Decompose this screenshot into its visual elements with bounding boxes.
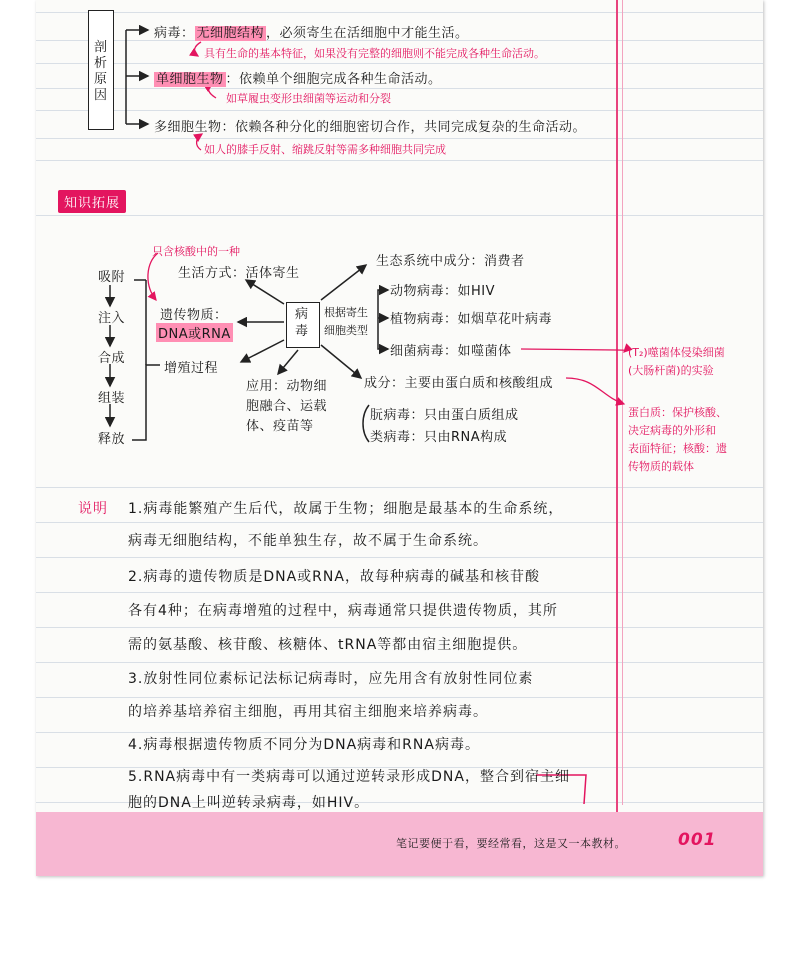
genetic-label: 遗传物质： — [160, 308, 228, 323]
explanation-line: 胞的DNA上叫逆转录病毒，如HIV。 — [128, 795, 370, 811]
side-note-2-line-4: 传物质的载体 — [628, 460, 694, 473]
branch-single-cell-note: 如草履虫变形虫细菌等运动和分裂 — [226, 92, 391, 105]
explanation-label: 说明 — [78, 501, 108, 517]
application-line-2: 胞融合、运载 — [246, 399, 328, 414]
step-adsorb: 吸附 — [98, 270, 126, 285]
ecosystem: 生态系统中成分：消费者 — [376, 254, 525, 269]
branch-multi-cell: 多细胞生物：依赖各种分化的细胞密切合作，共同完成复杂的生命活动。 — [154, 120, 587, 135]
explanation-line: 2.病毒的遗传物质是DNA或RNA，故每种病毒的碱基和核苷酸 — [128, 569, 540, 585]
notebook-page — [36, 0, 763, 876]
page-number: 001 — [678, 830, 717, 850]
explanation-line: 1.病毒能繁殖产生后代，故属于生物；细胞是最基本的生命系统， — [128, 501, 564, 517]
prion: 朊病毒：只由蛋白质组成 — [370, 408, 519, 423]
side-note-2-line-1: 蛋白质：保护核酸、 — [628, 406, 727, 419]
analysis-label: 剖析原因 — [94, 40, 108, 103]
explanation-line: 的培养基培养宿主细胞，再用其宿主细胞来培养病毒。 — [128, 704, 488, 720]
type-plant: 植物病毒：如烟草花叶病毒 — [390, 312, 553, 327]
branch-multi-cell-note: 如人的膝手反射、缩跳反射等需多种细胞共同完成 — [204, 143, 446, 156]
branch-single-cell-text: ：依赖单个细胞完成各种生命活动。 — [225, 72, 442, 87]
section-tag: 知识拓展 — [58, 190, 126, 213]
branch-virus-highlight: 无细胞结构 — [196, 26, 265, 41]
center-virus: 病毒 — [295, 307, 309, 339]
classify-label-2: 细胞类型 — [324, 324, 368, 337]
type-bacterial: 细菌病毒：如噬菌体 — [390, 344, 512, 359]
genetic-value: DNA或RNA — [156, 323, 233, 342]
branch-single-cell-prefix: 单细胞生物 — [156, 72, 224, 87]
lifestyle: 生活方式：活体寄生 — [178, 266, 300, 281]
explanation-line: 病毒无细胞结构，不能单独生存，故不属于生命系统。 — [128, 533, 488, 549]
step-inject: 注入 — [98, 311, 126, 326]
reproduction: 增殖过程 — [164, 361, 219, 376]
step-release: 释放 — [98, 432, 126, 447]
side-note-1-line-2: (大肠杆菌)的实验 — [628, 364, 714, 377]
composition: 成分：主要由蛋白质和核酸组成 — [364, 376, 554, 391]
explanation-line: 3.放射性同位素标记法标记病毒时，应先用含有放射性同位素 — [128, 671, 534, 687]
branch-single-cell — [154, 68, 442, 87]
explanation-line: 各有4种；在病毒增殖的过程中，病毒通常只提供遗传物质，其所 — [128, 603, 558, 619]
footer-motto: 笔记要便于看，要经常看，这是又一本教材。 — [396, 837, 626, 850]
step-assemble: 组装 — [98, 391, 126, 406]
explanation-line: 5.RNA病毒中有一类病毒可以通过逆转录形成DNA，整合到宿主细 — [128, 769, 570, 785]
branch-virus-prefix: 病毒： — [154, 26, 195, 41]
classify-label-1: 根据寄生 — [324, 306, 368, 319]
viroid: 类病毒：只由RNA构成 — [370, 430, 508, 445]
side-note-2-line-2: 决定病毒的外形和 — [628, 424, 716, 437]
explanation-line: 需的氨基酸、核苷酸、核糖体、tRNA等都由宿主细胞提供。 — [128, 637, 528, 653]
branch-virus-text: ，必须寄生在活细胞中才能生活。 — [266, 26, 469, 41]
application-line-3: 体、疫苗等 — [246, 419, 314, 434]
explanation-line: 4.病毒根据遗传物质不同分为DNA病毒和RNA病毒。 — [128, 737, 480, 753]
side-note-2-line-3: 表面特征；核酸：遗 — [628, 442, 727, 455]
step-synthesize: 合成 — [98, 351, 126, 366]
side-note-1-line-1: (T₂)噬菌体侵染细菌 — [628, 346, 725, 359]
note-only-nucleic: 只含核酸中的一种 — [152, 245, 240, 258]
type-animal: 动物病毒：如HIV — [390, 284, 496, 299]
branch-virus-note: 具有生命的基本特征，如果没有完整的细胞则不能完成各种生命活动。 — [204, 47, 545, 60]
branch-virus — [154, 22, 469, 41]
application-line-1: 应用：动物细 — [246, 379, 328, 394]
